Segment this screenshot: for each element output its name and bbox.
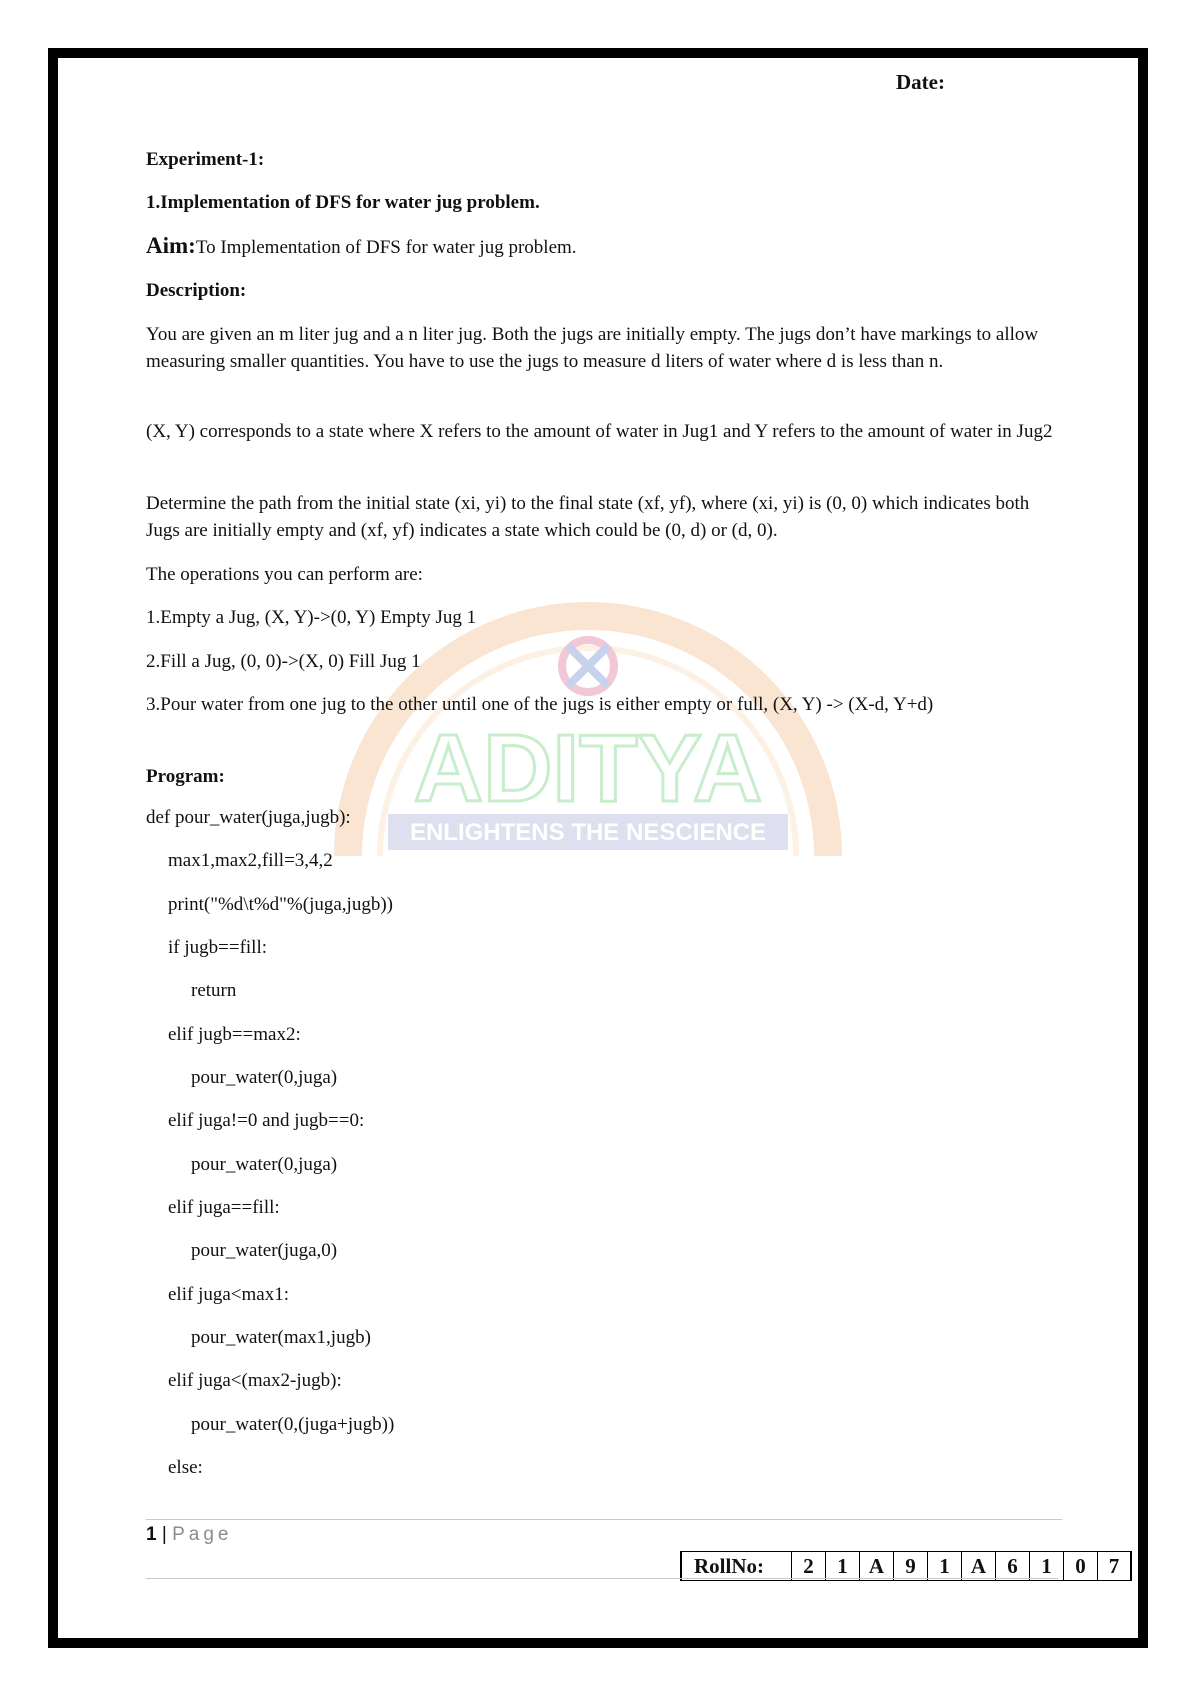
footer-bottom-rule — [146, 1578, 1058, 1579]
code-line: elif juga!=0 and jugb==0: — [168, 1110, 365, 1131]
operation-3: 3.Pour water from one jug to the other until one of the jugs is either empty or full, (X, Y) -> (X-d, Y+d) — [146, 694, 934, 715]
code-line: elif juga==fill: — [168, 1197, 280, 1218]
aim-line — [146, 232, 1066, 261]
roll-digit: 1 — [826, 1552, 860, 1580]
code-line: elif juga<max1: — [168, 1284, 289, 1305]
watermark-tagline: ENLIGHTENS THE NESCIENCE — [409, 819, 767, 846]
code-line: pour_water(juga,0) — [191, 1240, 338, 1261]
page-number-separator: | — [161, 1524, 167, 1545]
roll-number-label: RollNo: — [680, 1552, 792, 1580]
roll-digit: 2 — [792, 1552, 826, 1580]
watermark-logo-text: ADITYA — [413, 715, 763, 822]
code-line: pour_water(0,juga) — [191, 1154, 338, 1175]
code-line: def pour_water(juga,jugb): — [146, 807, 351, 828]
code-line: elif juga<(max2-jugb): — [168, 1370, 342, 1391]
code-line: return — [191, 980, 237, 1001]
code-line: max1,max2,fill=3,4,2 — [168, 850, 333, 871]
roll-digit: 0 — [1064, 1552, 1098, 1580]
roll-digit: 1 — [1030, 1552, 1064, 1580]
code-line: pour_water(0,(juga+jugb)) — [191, 1414, 395, 1435]
roll-digit: 6 — [996, 1552, 1030, 1580]
operation-1: 1.Empty a Jug, (X, Y)->(0, Y) Empty Jug 1 — [146, 607, 477, 628]
code-line: elif jugb==max2: — [168, 1024, 301, 1045]
experiment-title: 1.Implementation of DFS for water jug problem. — [146, 192, 540, 213]
page-word: Page — [172, 1524, 233, 1545]
code-line: if jugb==fill: — [168, 937, 268, 958]
roll-digit: 1 — [928, 1552, 962, 1580]
description-paragraph: You are given an m liter jug and a n liter jug. Both the jugs are initially empty. The jugs don’t have markings to allow measuring smaller quantities. You have to use the jugs to measure d liters of water where d is less than n. — [146, 324, 1039, 372]
state-definition-paragraph: (X, Y) corresponds to a state where X refers to the amount of water in Jug1 and Y refers to the amount of water in Jug2 — [146, 421, 1053, 442]
page-number — [146, 1524, 232, 1546]
code-line: pour_water(max1,jugb) — [191, 1327, 371, 1348]
roll-digit: 9 — [894, 1552, 928, 1580]
description-heading: Description: — [146, 280, 247, 301]
page-number-value: 1 — [146, 1524, 157, 1545]
operation-2: 2.Fill a Jug, (0, 0)->(X, 0) Fill Jug 1 — [146, 651, 421, 672]
code-line: else: — [168, 1457, 203, 1478]
footer-divider — [146, 1519, 1062, 1520]
aim-label: Aim: — [146, 233, 196, 258]
roll-digit: A — [860, 1552, 894, 1580]
roll-number-box — [680, 1551, 1132, 1581]
roll-digit: 7 — [1098, 1552, 1132, 1580]
operations-intro: The operations you can perform are: — [146, 564, 423, 585]
experiment-heading: Experiment-1: — [146, 149, 265, 170]
code-line: print("%d\t%d"%(juga,jugb)) — [168, 894, 393, 915]
path-paragraph: Determine the path from the initial state (xi, yi) to the final state (xf, yf), where (xi, yi) is (0, 0) which indicates both Jugs are initially empty and (xf, yf) indicates a state which could be (0, d) or (d, 0). — [146, 493, 1030, 541]
aim-text: To Implementation of DFS for water jug problem. — [195, 237, 577, 258]
roll-digit: A — [962, 1552, 996, 1580]
program-heading: Program: — [146, 766, 225, 787]
code-line: pour_water(0,juga) — [191, 1067, 338, 1088]
date-label: Date: — [896, 70, 945, 94]
